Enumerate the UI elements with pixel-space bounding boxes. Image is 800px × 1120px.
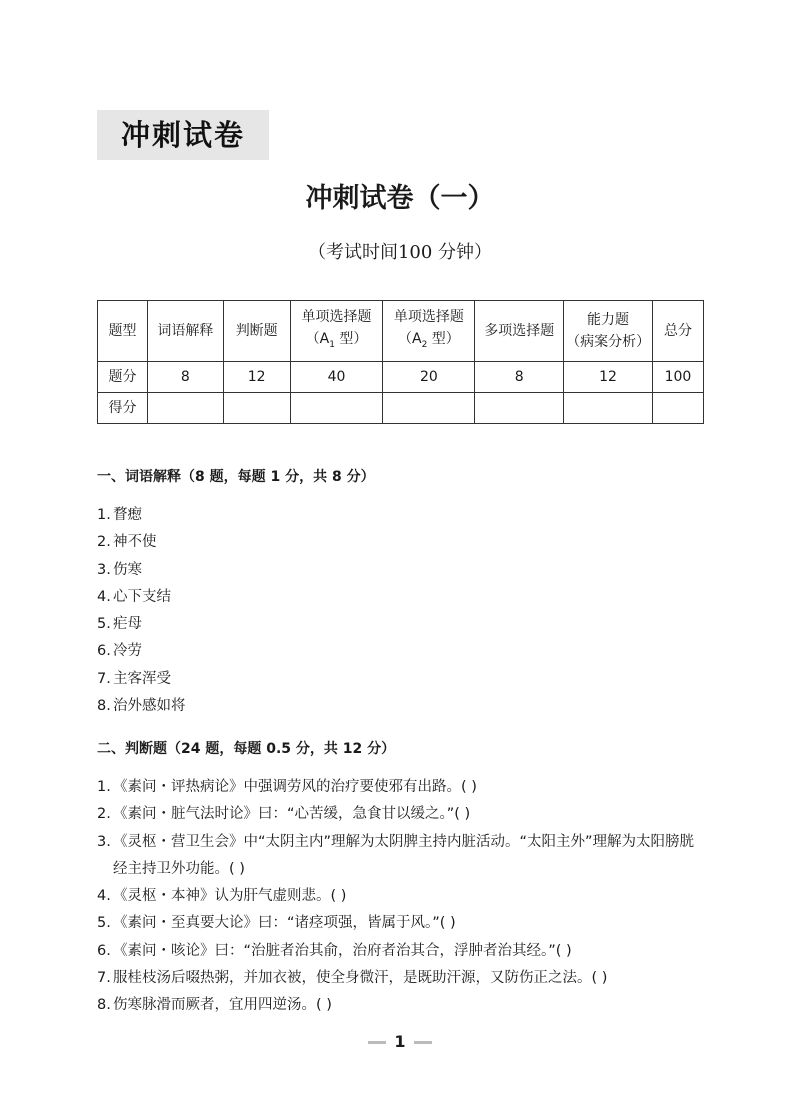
footer-divider — [368, 1041, 386, 1044]
list-item: 6. 冷劳 — [97, 643, 142, 660]
header-cell: 能力题 （病案分析） — [564, 301, 653, 362]
header-cell: 总分 — [652, 301, 703, 362]
row-label: 题分 — [98, 362, 148, 393]
header-cell: 判断题 — [223, 301, 290, 362]
list-item: 2. 神不使 — [97, 534, 157, 551]
footer-divider — [414, 1041, 432, 1044]
score-cell: 100 — [652, 362, 703, 393]
section-title: 一、词语解释（8 题，每题 1 分，共 8 分） — [97, 469, 375, 485]
list-item: 2. 《素问・脏气法时论》曰：“心苦缓，急食甘以缓之。”( ) — [97, 806, 471, 823]
list-item: 5. 《素问・至真要大论》曰：“诸痉项强，皆属于风。”( ) — [97, 915, 456, 932]
list-item: 1. 《素问・评热病论》中强调劳风的治疗要使邪有出路。( ) — [97, 779, 477, 795]
list-item: 4. 心下支结 — [97, 588, 171, 605]
score-cell: 8 — [475, 362, 564, 393]
header-cell: 多项选择题 — [475, 301, 564, 362]
header-cell: 单项选择题 （$A_1$ 型） — [290, 301, 383, 362]
list-item: 6. 《素问・咳论》曰：“治脏者治其俞，治府者治其合，浮肿者治其经。”( ) — [97, 942, 572, 959]
judgement-list — [97, 774, 707, 1020]
score-table — [97, 300, 704, 424]
list-item: 3. 伤寒 — [97, 561, 142, 578]
score-cell: 8 — [147, 362, 223, 393]
list-item: 4. 《灵枢・本神》认为肝气虚则悲。( ) — [97, 888, 347, 905]
page-number: 1 — [394, 1032, 406, 1051]
blank-score-cell — [147, 393, 223, 424]
section-title: 二、判断题（24 题，每题 0.5 分，共 12 分） — [97, 741, 396, 757]
blank-score-cell — [564, 393, 653, 424]
header-cell: 单项选择题 （$A_2$ 型） — [383, 301, 475, 362]
list-item: 3. 《灵枢・营卫生会》中“太阴主内”理解为太阴脾主持内脏活动。“太阳主外”理解为太阳膀胱经主持卫外功能。( ) — [97, 833, 695, 877]
table-row — [98, 301, 704, 362]
section-badge: 冲刺试卷 — [97, 110, 269, 160]
page-footer — [0, 1032, 800, 1051]
list-item: 7. 主客浑受 — [97, 670, 171, 687]
list-item: 8. 治外感如将 — [97, 698, 186, 715]
list-item: 5. 疟母 — [97, 616, 142, 633]
page-title: 冲刺试卷（一） — [305, 183, 495, 214]
blank-score-cell — [223, 393, 290, 424]
row-label: 题型 — [98, 301, 148, 362]
list-item: 1. 瞀瘛 — [97, 507, 142, 523]
header-cell: 词语解释 — [147, 301, 223, 362]
table-row — [98, 362, 704, 393]
blank-score-cell — [383, 393, 475, 424]
score-cell: 12 — [564, 362, 653, 393]
exam-duration: （考试时间100 分钟） — [307, 242, 493, 263]
row-label: 得分 — [98, 393, 148, 424]
blank-score-cell — [475, 393, 564, 424]
list-item: 8. 伤寒脉滑而厥者，宜用四逆汤。( ) — [97, 997, 332, 1014]
blank-score-cell — [290, 393, 383, 424]
list-item: 7. 服桂枝汤后啜热粥，并加衣被，使全身微汗，是既助汗源，又防伤正之法。( ) — [97, 970, 608, 987]
score-cell: 12 — [223, 362, 290, 393]
score-cell: 20 — [383, 362, 475, 393]
score-cell: 40 — [290, 362, 383, 393]
term-list — [97, 502, 707, 720]
table-row — [98, 393, 704, 424]
blank-score-cell — [652, 393, 703, 424]
